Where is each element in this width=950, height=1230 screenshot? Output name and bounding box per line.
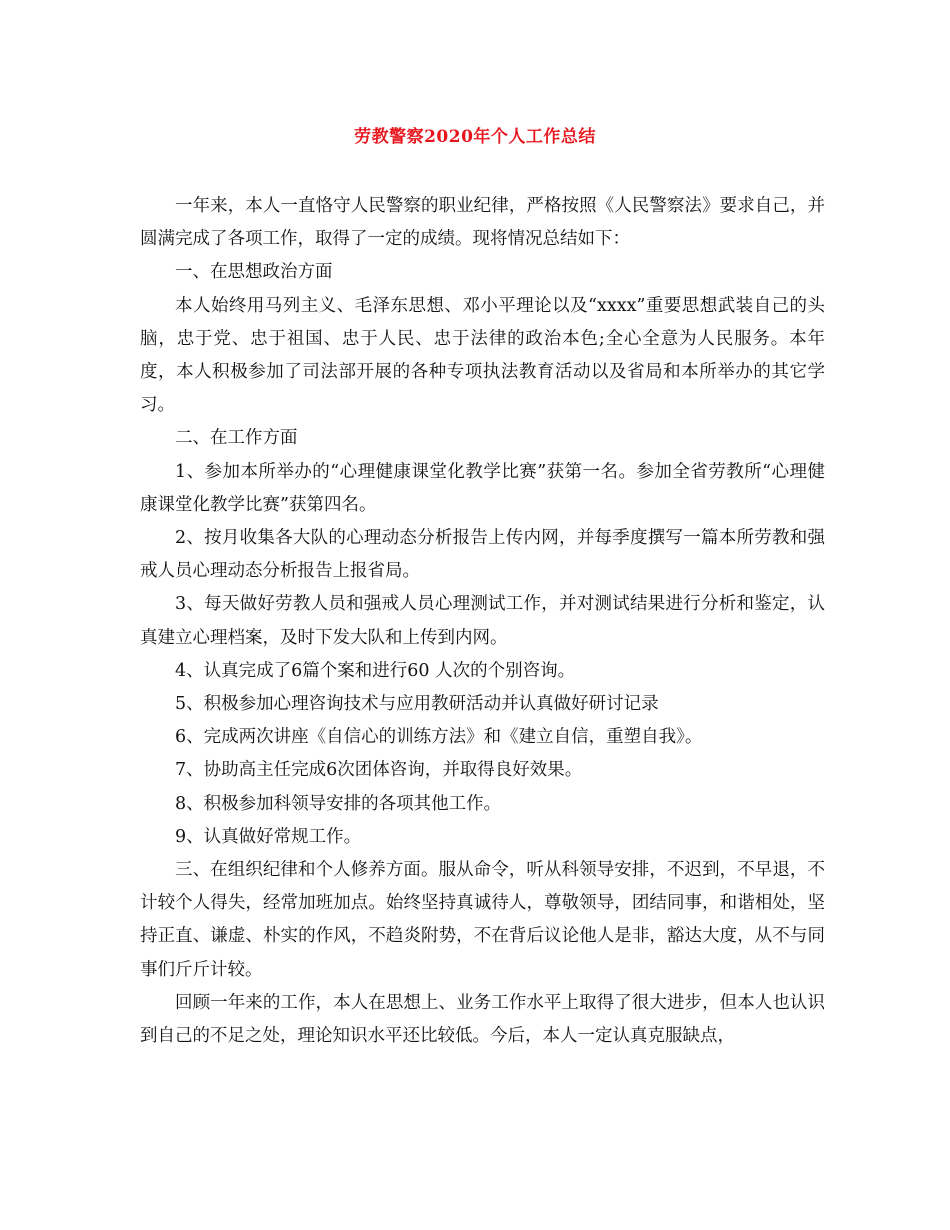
section-heading-work: 二、在工作方面 <box>175 428 298 449</box>
section-heading-political: 一、在思想政治方面 <box>175 262 333 283</box>
document-title: 劳教警察2020年个人工作总结 <box>354 127 596 147</box>
work-item-7: 7、协助高主任完成6次团体咨询，并取得良好效果。 <box>175 760 583 781</box>
paragraph-discipline: 三、在组织纪律和个人修养方面。服从命令，听从科领导安排，不迟到，不早退，不计较个人得失，经常加班加点。始终坚持真诚待人，尊敬领导，团结同事，和谐相处，坚持正直、谦虚、朴实的作风，不趋炎附势，不在背后议论他人是非，豁达大度，从不与同事们斤斤计较。 <box>140 860 825 980</box>
work-item-3: 3、每天做好劳教人员和强戒人员心理测试工作，并对测试结果进行分析和鉴定，认真建立心理档案，及时下发大队和上传到内网。 <box>140 594 825 648</box>
paragraph-intro: 一年来，本人一直恪守人民警察的职业纪律，严格按照《人民警察法》要求自己，并圆满完成了各项工作，取得了一定的成绩。现将情况总结如下： <box>140 196 825 250</box>
work-item-5: 5、积极参加心理咨询技术与应用教研活动并认真做好研讨记录 <box>175 694 659 715</box>
work-item-8: 8、积极参加科领导安排的各项其他工作。 <box>175 793 502 814</box>
paragraph-political: 本人始终用马列主义、毛泽东思想、邓小平理论以及“xxxx”重要思想武装自己的头脑，忠于党、忠于祖国、忠于人民、忠于法律的政治本色;全心全意为人民服务。本年度，本人积极参加了司法部开展的各种专项执法教育活动以及省局和本所举办的其它学习。 <box>140 295 825 416</box>
work-item-6: 6、完成两次讲座《自信心的训练方法》和《建立自信，重塑自我》。 <box>175 727 703 748</box>
work-item-1: 1、参加本所举办的“心理健康课堂化教学比赛”获第一名。参加全省劳教所“心理健康课堂化教学比赛”获第四名。 <box>140 461 825 515</box>
document-body <box>140 190 825 1053</box>
work-item-2: 2、按月收集各大队的心理动态分析报告上传内网，并每季度撰写一篇本所劳教和强戒人员心理动态分析报告上报省局。 <box>140 528 825 582</box>
work-item-9: 9、认真做好常规工作。 <box>175 826 362 847</box>
work-item-4: 4、认真完成了6篇个案和进行60 人次的个别咨询。 <box>175 660 576 681</box>
paragraph-review: 回顾一年来的工作，本人在思想上、业务工作水平上取得了很大进步，但本人也认识到自己的不足之处，理论知识水平还比较低。今后，本人一定认真克服缺点， <box>140 992 825 1047</box>
